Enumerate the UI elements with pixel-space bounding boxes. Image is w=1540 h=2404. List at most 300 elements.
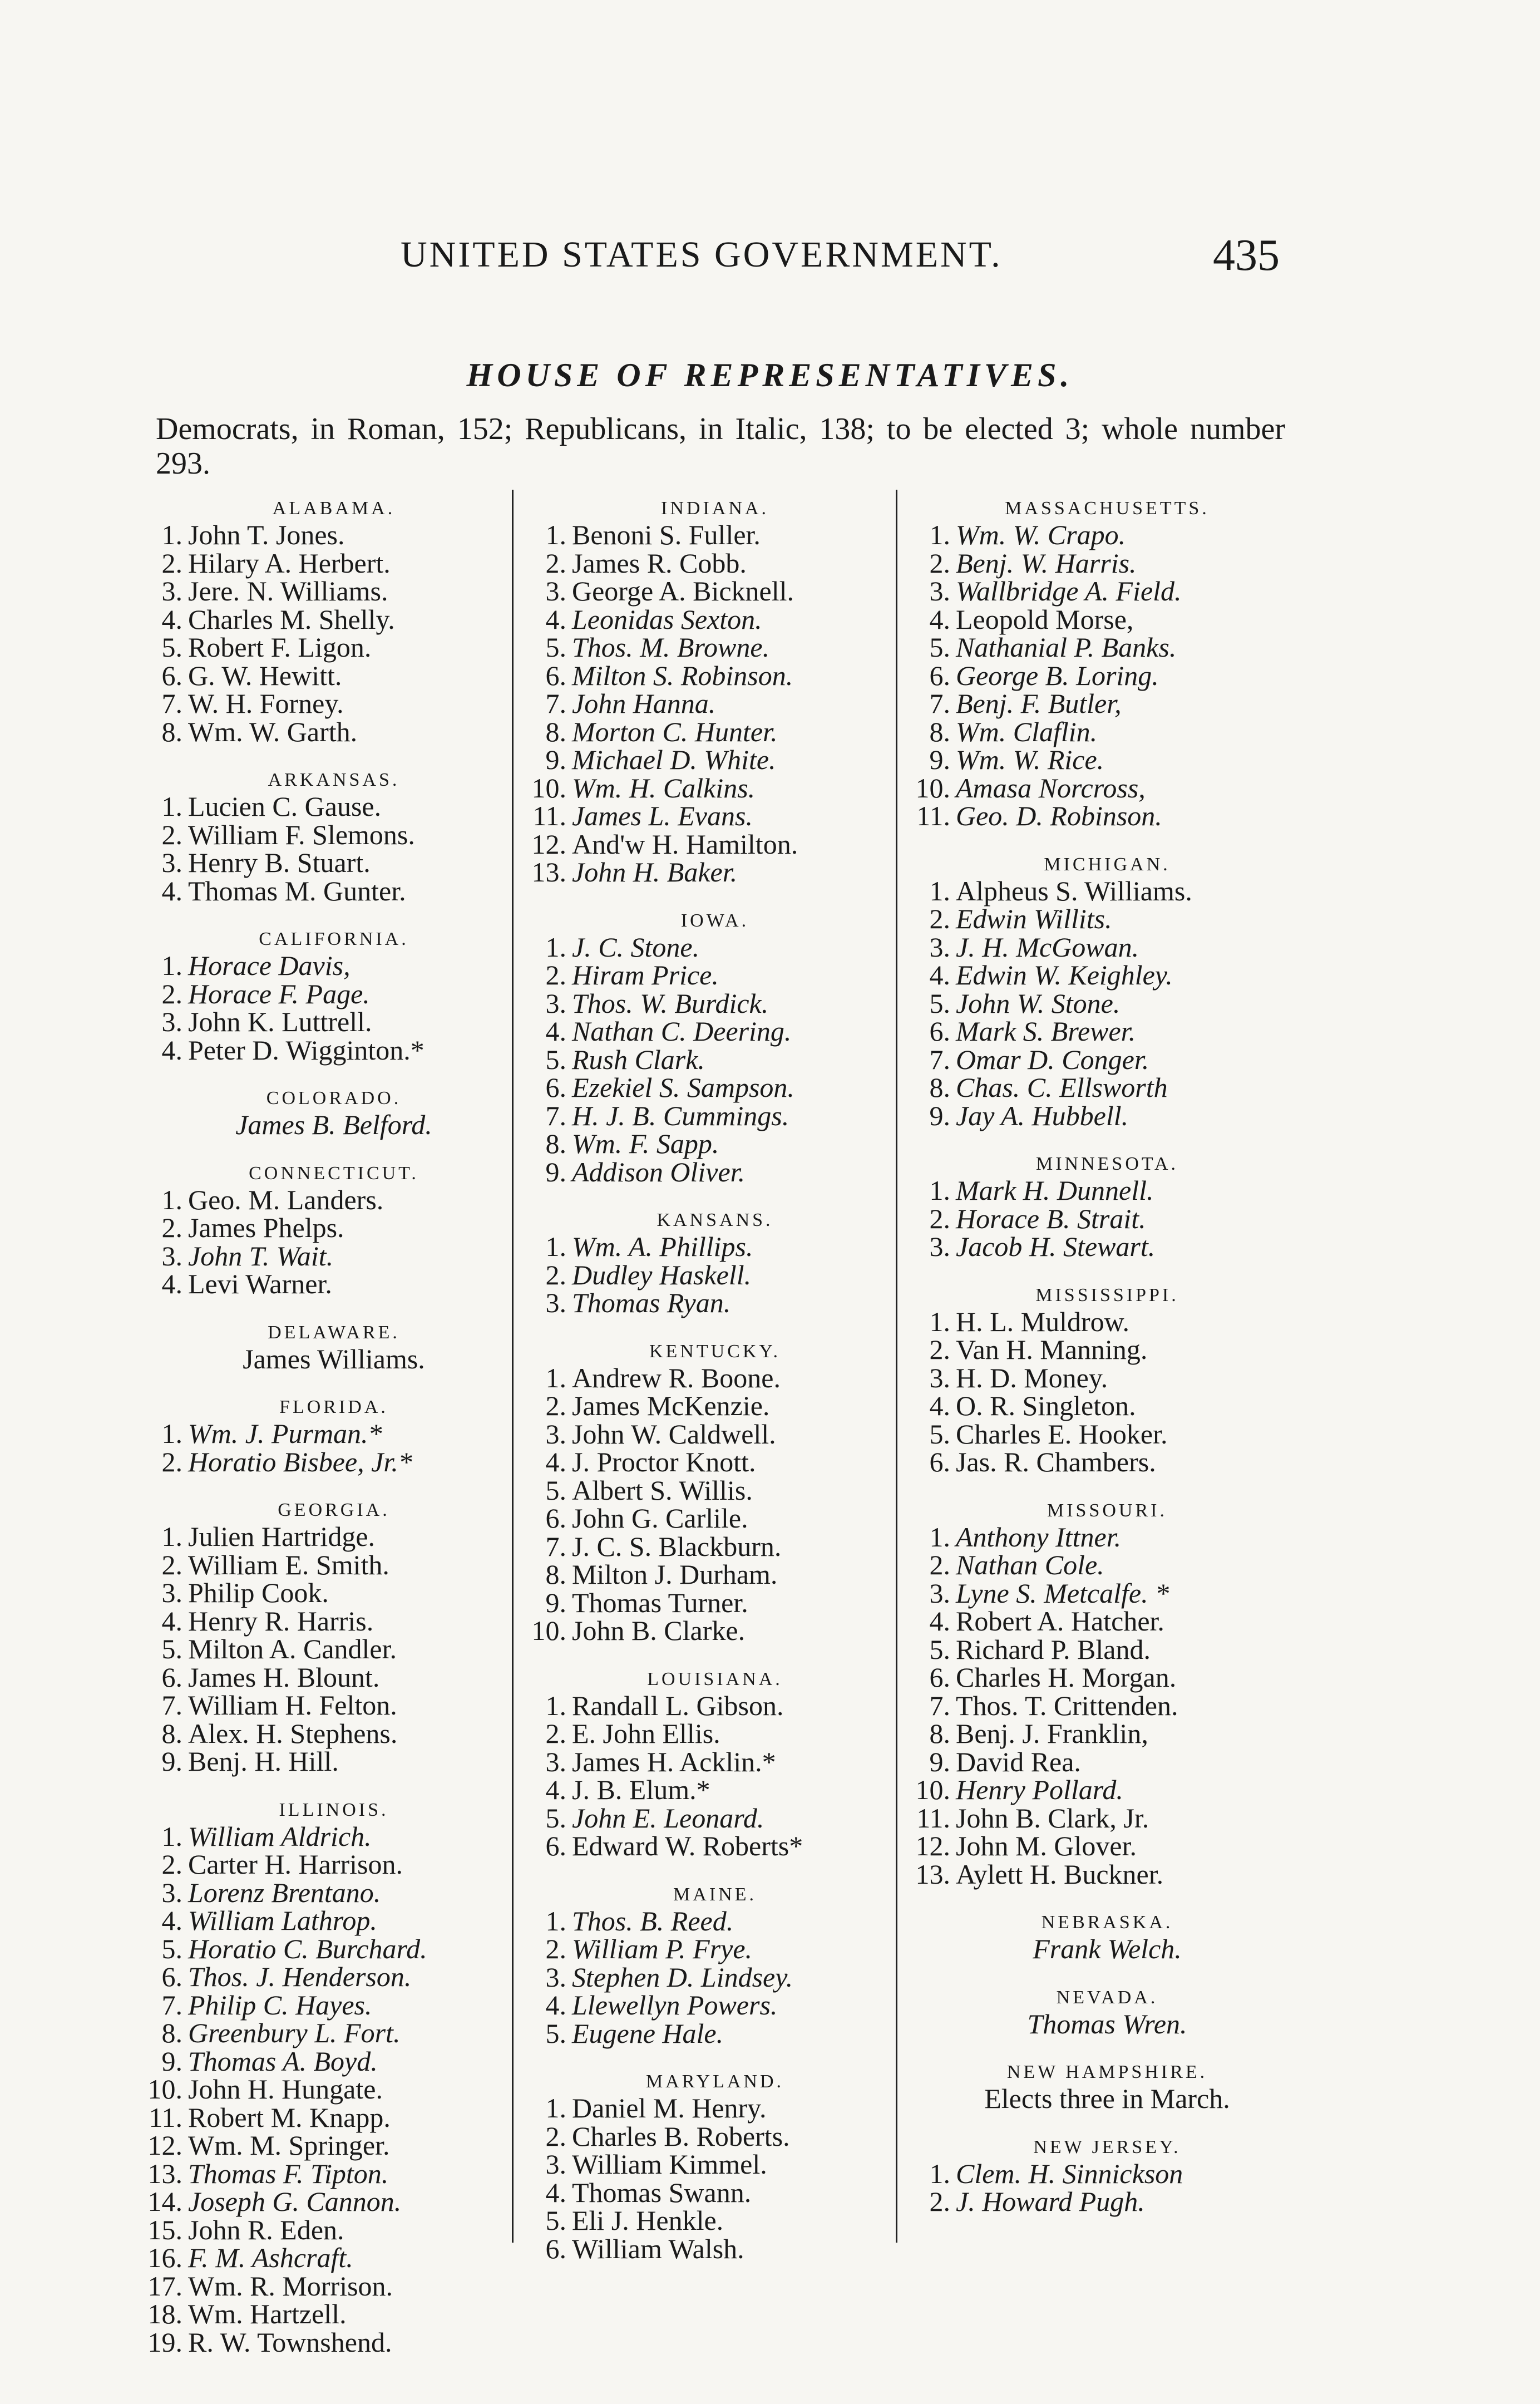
representative-entry — [912, 1523, 1302, 1551]
representative-name: Charles B. Roberts. — [572, 2120, 790, 2152]
district-number: 8. — [929, 1718, 950, 1749]
district-number: 1. — [929, 519, 950, 550]
representative-name: Andrew R. Boone. — [572, 1362, 781, 1393]
representative-name: William Walsh. — [572, 2233, 744, 2264]
district-number: 6. — [929, 1016, 950, 1047]
representative-entry — [145, 521, 523, 549]
state-heading: ARKANSAS. — [268, 770, 400, 790]
column-1 — [145, 490, 523, 2356]
state-gap — [145, 1476, 523, 1491]
representative-name: John E. Leonard. — [572, 1802, 764, 1834]
representative-name: William Aldrich. — [188, 1820, 372, 1852]
representative-entry — [529, 802, 901, 830]
representative-entry — [529, 774, 901, 802]
representative-entry — [529, 549, 901, 578]
representative-name: Benj. H. Hill. — [188, 1746, 339, 1777]
representative-entry — [529, 1073, 901, 1102]
district-number: 8. — [929, 716, 950, 747]
state-gap — [145, 746, 523, 761]
representative-name: Alex. H. Stephens. — [188, 1717, 398, 1749]
district-number: 3. — [929, 1577, 950, 1609]
state-gap — [912, 1261, 1302, 1277]
running-header — [389, 231, 1280, 284]
representative-name: James H. Blount. — [188, 1661, 380, 1693]
district-number: 13. — [147, 2157, 182, 2189]
representative-entry — [529, 718, 901, 746]
district-number: 3. — [161, 575, 182, 607]
representative-entry — [529, 1420, 901, 1449]
district-number: 1. — [161, 1521, 182, 1552]
representative-name: H. L. Muldrow. — [956, 1306, 1130, 1337]
district-number: 4. — [545, 1774, 566, 1805]
representative-name: Milton A. Candler. — [188, 1633, 397, 1664]
representative-name: Hiram Price. — [572, 959, 719, 991]
representative-entry — [529, 2019, 901, 2048]
district-number: 2. — [929, 903, 950, 934]
district-number: 6. — [545, 1830, 566, 1861]
district-number: 13. — [531, 856, 566, 888]
representative-name: Nathan C. Deering. — [572, 1016, 792, 1047]
representative-entry — [529, 633, 901, 662]
district-number: 10. — [915, 772, 950, 804]
representative-name: Addison Oliver. — [572, 1156, 746, 1188]
district-number: 5. — [929, 632, 950, 663]
representative-name: William Lathrop. — [188, 1905, 377, 1936]
representative-entry — [912, 1308, 1302, 1336]
district-number: 1. — [161, 950, 182, 981]
representative-entry — [912, 1776, 1302, 1804]
representative-entry — [529, 689, 901, 718]
representative-name: William F. Slemons. — [188, 819, 415, 850]
representative-entry — [912, 577, 1302, 605]
representative-name: Chas. C. Ellsworth — [956, 1072, 1168, 1103]
district-number: 5. — [161, 1933, 182, 1964]
representative-name: Wm. A. Phillips. — [572, 1231, 753, 1262]
state-heading: ALABAMA. — [272, 498, 396, 519]
representative-name: Wallbridge A. Field. — [956, 575, 1182, 607]
representative-name: Thomas A. Boyd. — [188, 2045, 378, 2077]
representative-name: Daniel M. Henry. — [572, 2092, 767, 2124]
representative-name: Thos. M. Browne. — [572, 632, 770, 663]
representative-entry — [529, 1560, 901, 1589]
representative-entry — [529, 605, 901, 634]
representative-name: Benj. F. Butler, — [956, 688, 1122, 719]
district-number: 9. — [161, 1746, 182, 1777]
representative-name: Lucien C. Gause. — [188, 791, 382, 822]
representative-name: J. B. Elum.* — [572, 1774, 710, 1805]
representative-entry — [529, 1617, 901, 1645]
district-number: 11. — [532, 800, 566, 831]
district-number: 8. — [545, 1559, 566, 1590]
representative-name: Thos. B. Reed. — [572, 1905, 734, 1937]
state-heading: CALIFORNIA. — [259, 929, 409, 949]
state-heading: MARYLAND. — [645, 2071, 784, 2092]
representative-name: John R. Eden. — [188, 2214, 344, 2245]
representative-entry — [912, 1233, 1302, 1261]
state-heading: KANSANS. — [657, 1210, 773, 1230]
representative-entry — [912, 1804, 1302, 1832]
representative-name: Van H. Manning. — [956, 1334, 1148, 1365]
representative-entry — [145, 1935, 523, 1963]
state-gap — [912, 1476, 1302, 1492]
representative-name: Eli J. Henkle. — [572, 2205, 724, 2236]
representative-name: Hilary A. Herbert. — [188, 547, 391, 579]
representative-entry — [912, 1635, 1302, 1664]
representative-name: Nathanial P. Banks. — [956, 632, 1177, 663]
representative-name: Thos. T. Crittenden. — [956, 1689, 1178, 1721]
state-gap — [145, 1298, 523, 1314]
representative-name: Wm. W. Rice. — [956, 744, 1104, 775]
representative-entry — [145, 1991, 523, 2019]
representative-name: Clem. H. Sinnickson — [956, 2157, 1183, 2189]
representative-entry — [145, 689, 523, 718]
representative-entry — [912, 933, 1302, 962]
state-heading: MASSACHUSETTS. — [1005, 498, 1210, 519]
district-number: 2. — [545, 547, 566, 579]
district-number: 6. — [161, 1661, 182, 1693]
representative-entry — [145, 1747, 523, 1776]
representative-entry — [145, 1242, 523, 1270]
representative-entry — [912, 802, 1302, 830]
representative-name: Wm. W. Crapo. — [956, 519, 1126, 550]
representative-entry — [145, 1111, 523, 1139]
district-number: 1. — [161, 519, 182, 550]
district-number: 5. — [545, 2017, 566, 2049]
representative-name: Jay A. Hubbell. — [956, 1100, 1129, 1131]
representative-entry — [529, 1289, 901, 1317]
district-number: 7. — [161, 1689, 182, 1721]
representative-entry — [912, 1860, 1302, 1889]
representative-name: Jacob H. Stewart. — [956, 1231, 1156, 1262]
district-number: 5. — [545, 1474, 566, 1506]
district-number: 2. — [929, 1334, 950, 1365]
district-number: 11. — [916, 1802, 950, 1834]
representative-entry — [529, 1589, 901, 1617]
representative-entry — [145, 2272, 523, 2300]
district-number: 7. — [929, 1689, 950, 1721]
district-number: 3. — [545, 1746, 566, 1777]
representative-entry — [912, 2157, 1302, 2189]
representative-name: Horatio C. Burchard. — [188, 1933, 427, 1964]
representative-entry — [912, 689, 1302, 718]
district-number: 1. — [545, 519, 566, 550]
district-number: 5. — [929, 987, 950, 1019]
representative-name: J. Proctor Knott. — [572, 1446, 756, 1477]
district-number: 7. — [929, 688, 950, 719]
representative-name: Philip Cook. — [188, 1577, 329, 1608]
representative-name: Jere. N. Williams. — [188, 575, 388, 607]
representative-name: Nathan Cole. — [956, 1549, 1104, 1580]
representative-name: Mark S. Brewer. — [956, 1016, 1136, 1047]
representative-entry — [145, 577, 523, 605]
district-number: 3. — [929, 1231, 950, 1262]
representative-entry — [145, 2157, 523, 2189]
district-number: 13. — [915, 1858, 950, 1890]
district-number: 4. — [545, 2176, 566, 2208]
district-number: 3. — [161, 847, 182, 878]
representative-entry — [912, 1102, 1302, 1130]
state-gap — [145, 1064, 523, 1080]
district-number: 4. — [161, 603, 182, 635]
representative-entry — [529, 1392, 901, 1420]
representative-entry — [145, 1907, 523, 1935]
representative-entry — [529, 2176, 901, 2208]
representative-name: Carter H. Harrison. — [188, 1849, 403, 1880]
representative-name: John G. Carlile. — [572, 1502, 748, 1534]
representative-entry — [145, 821, 523, 849]
representative-name: Charles E. Hooker. — [956, 1418, 1168, 1450]
representative-entry — [529, 2206, 901, 2235]
representative-entry — [145, 1214, 523, 1242]
representative-entry — [529, 1689, 901, 1721]
district-number: 11. — [149, 2101, 182, 2133]
representative-entry — [912, 605, 1302, 634]
district-number: 12. — [147, 2130, 182, 2161]
representative-entry — [145, 1420, 523, 1448]
representative-name: Edwin W. Keighley. — [956, 959, 1173, 991]
district-number: 1. — [929, 1175, 950, 1206]
representative-entry — [145, 2019, 523, 2047]
district-number: 10. — [531, 1615, 566, 1646]
representative-name: Thomas Swann. — [572, 2176, 752, 2208]
state-gap — [529, 1186, 901, 1201]
representative-name: John K. Luttrell. — [188, 1006, 372, 1037]
representative-name: James H. Acklin.* — [572, 1746, 776, 1777]
representative-entry — [912, 1043, 1302, 1075]
district-number: 8. — [929, 1072, 950, 1103]
state-gap — [529, 1860, 901, 1876]
representative-name: James B. Belford. — [235, 1109, 432, 1140]
representative-name: David Rea. — [956, 1746, 1081, 1777]
district-number: 1. — [929, 2157, 950, 2189]
representative-name: Wm. J. Purman.* — [188, 1418, 382, 1449]
district-number: 2. — [545, 2120, 566, 2152]
representative-name: Philip C. Hayes. — [188, 1989, 372, 2021]
district-number: 5. — [929, 1633, 950, 1665]
district-number: 6. — [929, 1446, 950, 1477]
representative-name: Thomas F. Tipton. — [188, 2157, 389, 2189]
district-number: 4. — [929, 1390, 950, 1421]
representative-entry — [529, 1476, 901, 1505]
representative-entry — [145, 1008, 523, 1036]
representative-name: Wm. W. Garth. — [188, 716, 358, 747]
party-summary: Democrats, in Roman, 152; Republicans, in Italic, 138; to be elected 3; whole number 293. — [156, 412, 1285, 481]
representative-entry — [529, 1504, 901, 1533]
representative-name: Peter D. Wigginton.* — [188, 1034, 425, 1066]
district-number: 3. — [929, 931, 950, 963]
representative-name: Wm. R. Morrison. — [188, 2270, 393, 2302]
representative-entry — [145, 2300, 523, 2328]
district-number: 14. — [147, 2186, 182, 2217]
representative-entry — [145, 2101, 523, 2133]
district-number: 4. — [161, 1268, 182, 1299]
representative-entry — [145, 1691, 523, 1720]
representative-name: George B. Loring. — [956, 659, 1159, 691]
district-number: 3. — [545, 1418, 566, 1450]
representative-name: Charles H. Morgan. — [956, 1662, 1177, 1693]
representative-name: William Kimmel. — [572, 2149, 767, 2180]
representative-entry — [145, 549, 523, 578]
representative-entry — [529, 1748, 901, 1776]
state-heading: FLORIDA. — [279, 1397, 388, 1417]
representative-name: James Williams. — [243, 1343, 425, 1375]
representative-name: James McKenzie. — [572, 1390, 770, 1421]
representative-name: Frank Welch. — [1033, 1933, 1182, 1964]
district-number: 2. — [161, 547, 182, 579]
representative-entry — [529, 1991, 901, 2019]
district-number: 12. — [915, 1830, 950, 1861]
district-number: 5. — [545, 632, 566, 663]
representative-entry — [912, 1720, 1302, 1748]
representative-entry — [529, 1130, 901, 1158]
district-number: 6. — [929, 1662, 950, 1693]
representative-name: John Hanna. — [572, 688, 716, 719]
representative-entry — [145, 2131, 523, 2160]
representative-name: Thos. J. Henderson. — [188, 1961, 412, 1992]
representative-name: Milton J. Durham. — [572, 1559, 778, 1590]
state-gap — [529, 1317, 901, 1333]
representative-entry — [912, 1176, 1302, 1205]
representative-name: Benj. J. Franklin, — [956, 1718, 1148, 1749]
representative-entry — [145, 1717, 523, 1749]
representative-name: John M. Glover. — [956, 1830, 1137, 1861]
district-number: 2. — [161, 1849, 182, 1880]
state-gap — [145, 1139, 523, 1155]
representative-name: Benoni S. Fuller. — [572, 519, 761, 550]
representative-entry — [145, 877, 523, 905]
representative-entry — [145, 1345, 523, 1373]
district-number: 9. — [929, 744, 950, 775]
representative-entry — [529, 1776, 901, 1804]
representative-entry — [145, 2047, 523, 2076]
district-number: 3. — [545, 987, 566, 1019]
representative-name: John H. Hungate. — [188, 2073, 383, 2105]
representative-name: Morton C. Hunter. — [572, 716, 778, 747]
representative-entry — [912, 718, 1302, 746]
representative-name: Thomas Turner. — [572, 1587, 748, 1618]
representative-entry — [912, 1551, 1302, 1579]
representative-entry — [912, 961, 1302, 989]
representative-name: John B. Clarke. — [572, 1615, 746, 1646]
district-number: 4. — [545, 1016, 566, 1047]
representative-entry — [145, 1579, 523, 1607]
district-number: 1. — [929, 1521, 950, 1553]
representative-entry — [145, 1448, 523, 1476]
representative-entry — [145, 849, 523, 877]
representative-name: Henry R. Harris. — [188, 1605, 374, 1637]
district-number: 10. — [531, 772, 566, 804]
state-gap — [912, 830, 1302, 846]
district-number: 4. — [929, 1605, 950, 1637]
column-3 — [912, 490, 1302, 2216]
district-number: 7. — [545, 688, 566, 719]
representative-name: Thomas Wren. — [1027, 2008, 1187, 2040]
district-number: 2. — [161, 1446, 182, 1477]
state-gap — [145, 905, 523, 920]
district-number: 9. — [161, 2045, 182, 2077]
state-heading: CONNECTICUT. — [249, 1162, 419, 1184]
district-number: 19. — [147, 2326, 182, 2358]
district-number: 3. — [929, 1362, 950, 1393]
district-number: 9. — [929, 1746, 950, 1777]
district-number: 7. — [161, 1989, 182, 2021]
district-number: 5. — [545, 1043, 566, 1075]
representative-name: Albert S. Willis. — [572, 1474, 753, 1506]
representative-entry — [145, 633, 523, 662]
representative-name: Geo. M. Landers. — [188, 1184, 384, 1215]
representative-name: Amasa Norcross, — [956, 772, 1146, 804]
representative-name: Omar D. Conger. — [956, 1043, 1149, 1075]
representative-name: Geo. D. Robinson. — [956, 800, 1162, 831]
representative-name: And'w H. Hamilton. — [572, 828, 798, 860]
representative-entry — [529, 858, 901, 886]
representative-name: E. John Ellis. — [572, 1718, 720, 1749]
district-number: 10. — [915, 1774, 950, 1805]
representative-entry — [529, 577, 901, 605]
district-number: 8. — [161, 716, 182, 747]
district-number: 4. — [161, 1605, 182, 1637]
district-number: 7. — [161, 688, 182, 719]
district-number: 1. — [545, 2092, 566, 2124]
representative-name: Edwin Willits. — [956, 903, 1112, 934]
representative-entry — [145, 1963, 523, 1991]
district-number: 4. — [929, 603, 950, 635]
representative-name: John H. Baker. — [572, 856, 738, 888]
state-heading: LOUISIANA. — [647, 1668, 783, 1689]
district-number: 3. — [545, 1287, 566, 1318]
representative-name: Rush Clark. — [572, 1043, 705, 1075]
representative-name: Horatio Bisbee, Jr.* — [188, 1446, 412, 1477]
state-gap — [912, 2113, 1302, 2129]
district-number: 3. — [929, 575, 950, 607]
representative-entry — [529, 2122, 901, 2151]
district-number: 3. — [161, 1240, 182, 1272]
representative-entry — [145, 1186, 523, 1214]
district-number: 4. — [161, 1034, 182, 1066]
representative-name: Thos. W. Burdick. — [572, 987, 769, 1019]
representative-name: William H. Felton. — [188, 1689, 397, 1721]
representative-entry — [145, 1663, 523, 1692]
representative-name: Wm. H. Calkins. — [572, 772, 756, 804]
representative-entry — [529, 2150, 901, 2179]
district-number: 1. — [161, 1820, 182, 1852]
representative-entry — [145, 2244, 523, 2272]
district-number: 3. — [545, 1961, 566, 1993]
representative-entry — [912, 1663, 1302, 1692]
representative-name: John B. Clark, Jr. — [956, 1802, 1149, 1834]
representative-entry — [529, 1261, 901, 1289]
representative-entry — [529, 1804, 901, 1832]
representative-name: Llewellyn Powers. — [572, 1989, 778, 2021]
representative-entry — [912, 774, 1302, 802]
district-number: 3. — [161, 1876, 182, 1908]
representative-name: G. W. Hewitt. — [188, 659, 342, 691]
district-number: 1. — [545, 1362, 566, 1393]
representative-entry — [912, 1392, 1302, 1420]
representative-entry — [912, 1205, 1302, 1233]
representative-name: Lyne S. Metcalfe. * — [956, 1577, 1169, 1609]
representative-name: Edward W. Roberts* — [572, 1830, 803, 1861]
representative-name: Milton S. Robinson. — [572, 659, 793, 691]
representative-name: H. D. Money. — [956, 1362, 1108, 1393]
district-number: 7. — [545, 1530, 566, 1562]
representative-entry — [145, 980, 523, 1008]
district-number: 5. — [161, 1633, 182, 1664]
state-heading: NEBRASKA. — [1041, 1912, 1173, 1933]
representative-entry — [145, 2075, 523, 2104]
representative-entry — [145, 2188, 523, 2216]
representative-name: Leopold Morse, — [956, 603, 1134, 635]
